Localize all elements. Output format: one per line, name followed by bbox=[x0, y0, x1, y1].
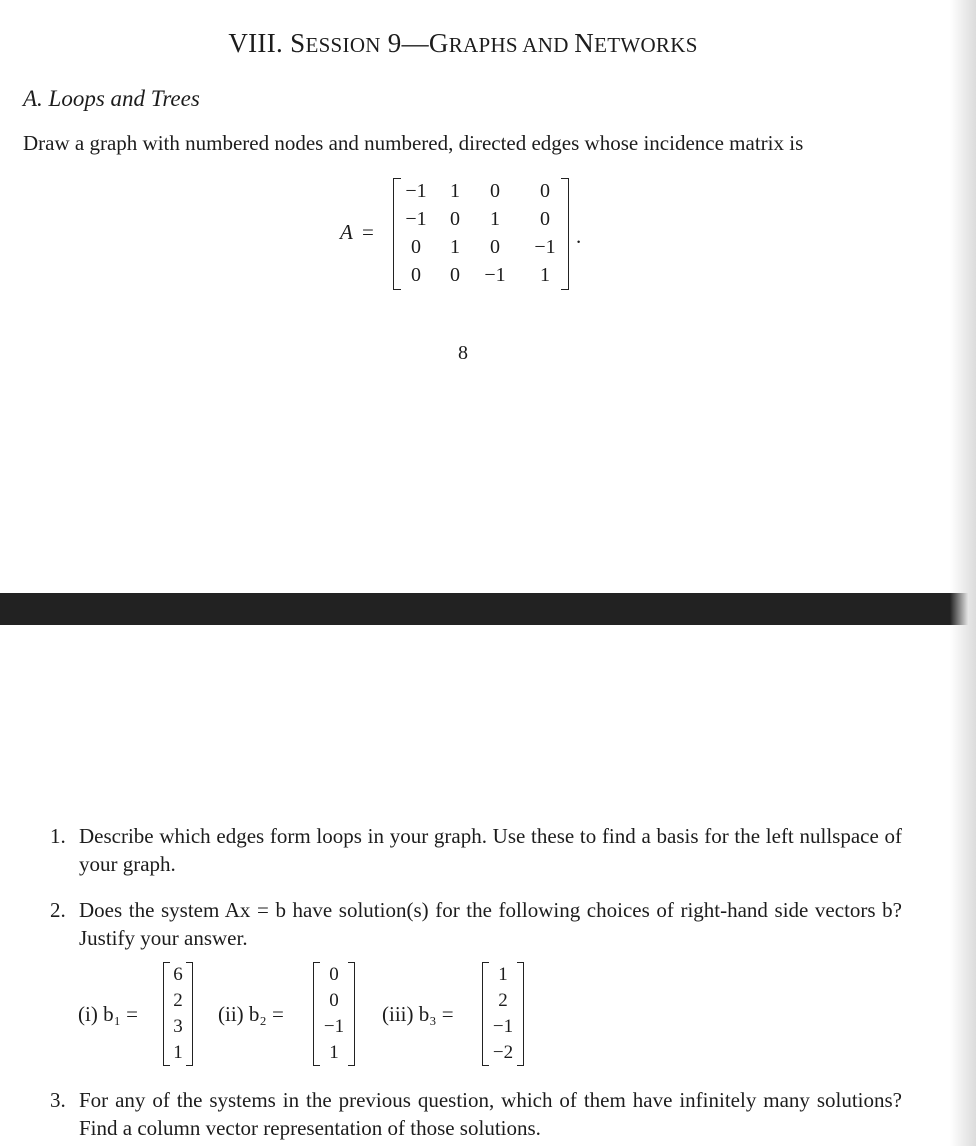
matrix-cell: −1 bbox=[405, 208, 427, 230]
matrix-period: . bbox=[576, 224, 582, 248]
question-number: 1. bbox=[50, 824, 66, 848]
matrix-cell: 1 bbox=[490, 208, 500, 230]
matrix-cell: 1 bbox=[540, 264, 550, 286]
matrix-cell: 1 bbox=[450, 236, 460, 258]
section-heading bbox=[0, 28, 926, 59]
matrix-cell: −1 bbox=[534, 236, 556, 258]
vector-label-b3: (iii) b₃ = bbox=[382, 1002, 454, 1026]
matrix-cell: −1 bbox=[484, 264, 506, 286]
vector-entry: 0 bbox=[329, 990, 339, 1011]
question-1 bbox=[50, 822, 902, 878]
vector-label-b1: (i) b₁ = bbox=[78, 1002, 138, 1026]
question-number: 2. bbox=[50, 898, 66, 922]
vector-entry: 1 bbox=[173, 1042, 183, 1063]
vector-entry: −1 bbox=[323, 1016, 345, 1037]
vector-entry: 1 bbox=[498, 964, 508, 985]
vector-label-b2: (ii) b₂ = bbox=[218, 1002, 284, 1026]
question-number: 3. bbox=[50, 1088, 66, 1112]
matrix-label: A bbox=[340, 220, 353, 244]
matrix-cell: 0 bbox=[411, 264, 421, 286]
matrix-cell: 0 bbox=[411, 236, 421, 258]
vector-entry: 3 bbox=[173, 1016, 183, 1037]
matrix-cell: 0 bbox=[490, 180, 500, 202]
heading-rest: ESSION bbox=[305, 33, 381, 57]
heading-rest: RAPHS AND bbox=[448, 33, 575, 57]
vector-b2 bbox=[313, 962, 355, 1066]
question-2 bbox=[50, 896, 902, 952]
vector-entry: 6 bbox=[173, 964, 183, 985]
vector-b1 bbox=[163, 962, 193, 1066]
heading-rest: ETWORKS bbox=[594, 33, 698, 57]
vector-entry: 2 bbox=[173, 990, 183, 1011]
heading-initial: N bbox=[574, 28, 595, 58]
matrix-cell: 0 bbox=[540, 180, 550, 202]
question-text: Does the system Ax = b have solution(s) for the following choices of right-hand side vectors b? Justify your answer. bbox=[79, 898, 902, 950]
page-edge-shadow bbox=[950, 0, 976, 1146]
question-3 bbox=[50, 1086, 902, 1142]
intro-paragraph: Draw a graph with numbered nodes and numbered, directed edges whose incidence matrix is bbox=[23, 131, 804, 155]
matrix-cell: −1 bbox=[405, 180, 427, 202]
matrix-cell: 0 bbox=[540, 208, 550, 230]
equals-sign: = bbox=[362, 220, 374, 244]
dark-divider-band bbox=[0, 593, 976, 625]
vector-entry: −1 bbox=[492, 1016, 514, 1037]
vector-b3 bbox=[482, 962, 524, 1066]
question-text: Describe which edges form loops in your graph. Use these to find a basis for the left nullspace of your graph. bbox=[79, 824, 902, 876]
matrix-cell: 1 bbox=[450, 180, 460, 202]
vector-entry: 2 bbox=[498, 990, 508, 1011]
question-text: For any of the systems in the previous question, which of them have infinitely many solutions? Find a column vector representation of those solutions. bbox=[79, 1088, 902, 1140]
matrix-cell: 0 bbox=[450, 208, 460, 230]
vector-entry: 0 bbox=[329, 964, 339, 985]
heading-initial: G bbox=[428, 28, 449, 58]
vector-entry: −2 bbox=[492, 1042, 514, 1063]
matrix-cell: 0 bbox=[490, 236, 500, 258]
heading-number: 9— bbox=[380, 28, 429, 58]
heading-initial: S bbox=[290, 28, 306, 58]
matrix-cell: 0 bbox=[450, 264, 460, 286]
page-number: 8 bbox=[458, 342, 468, 364]
vector-entry: 1 bbox=[329, 1042, 339, 1063]
subsection-title: A. Loops and Trees bbox=[23, 86, 200, 111]
heading-prefix: VIII. bbox=[228, 28, 291, 58]
